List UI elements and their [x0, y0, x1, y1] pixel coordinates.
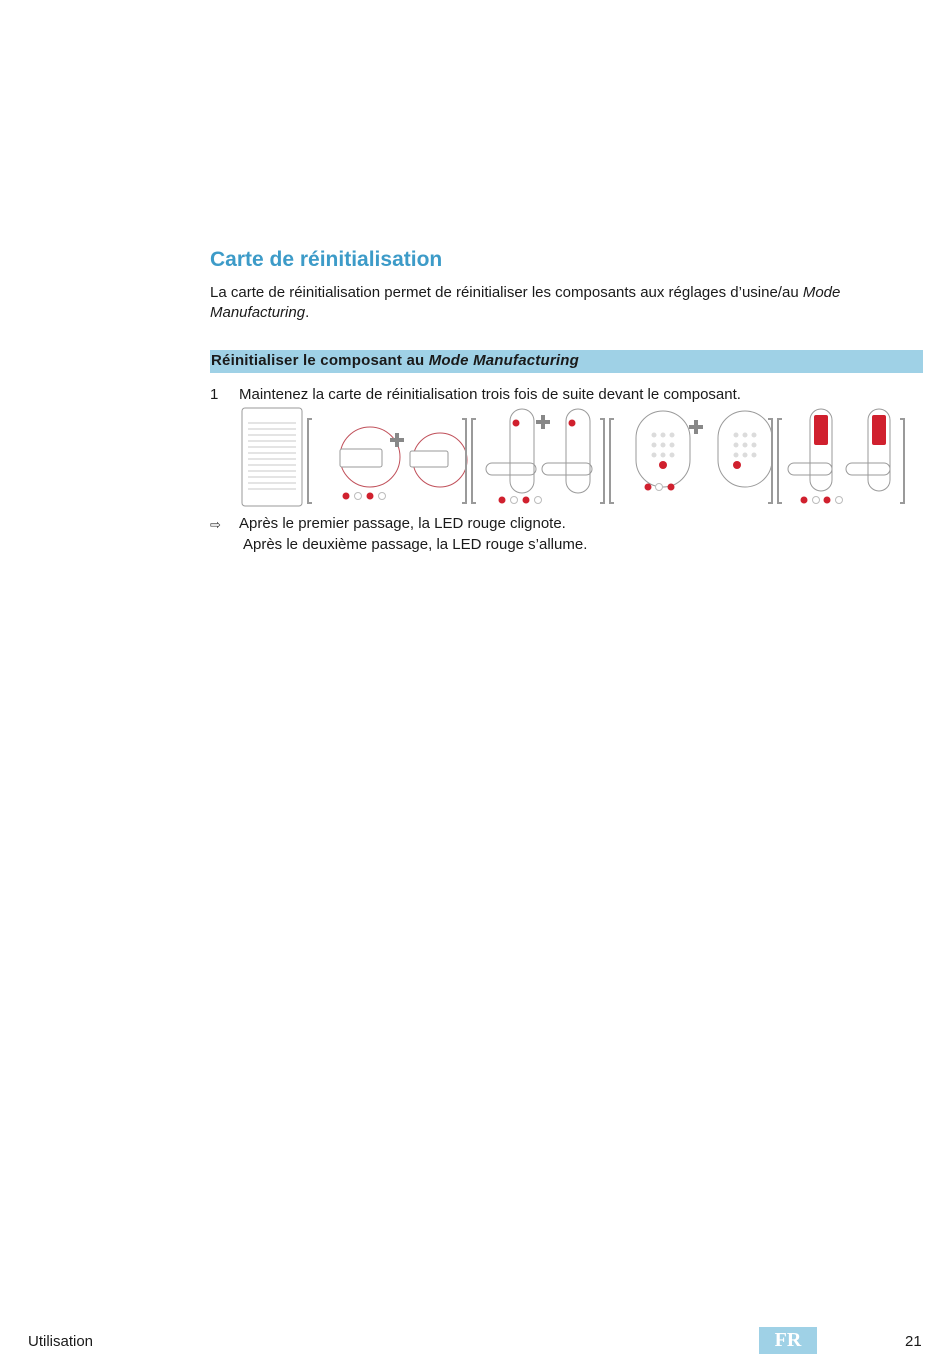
section-title: Carte de réinitialisation	[210, 248, 443, 271]
result-arrow-icon: ⇨	[210, 517, 221, 532]
intro-text: La carte de réinitialisation permet de réinitialiser les composants aux réglages d’usine/au	[210, 284, 803, 301]
step-number: 1	[210, 386, 219, 403]
keypad-icon	[636, 411, 690, 487]
reset-card-illustration	[240, 405, 908, 510]
procedure-heading	[211, 351, 579, 371]
result-line-1: Après le premier passage, la LED rouge clignote.	[239, 515, 566, 532]
step-text: Maintenez la carte de réinitialisation trois fois de suite devant le composant.	[239, 386, 741, 403]
led-off-icon	[355, 493, 362, 500]
procedure-heading-italic: Mode Manufacturing	[428, 352, 579, 369]
footer-chapter: Utilisation	[28, 1333, 94, 1350]
intro-paragraph	[210, 283, 870, 323]
bracket-icon	[308, 419, 312, 503]
result-line-2: Après le deuxième passage, la LED rouge s’allume.	[243, 536, 588, 553]
procedure-heading-prefix: Réinitialiser le composant au	[211, 352, 429, 369]
language-badge: FR	[759, 1327, 817, 1354]
intro-italic-manufacturing: Manufacturing	[210, 304, 306, 321]
intro-italic-mode: Mode	[802, 284, 841, 301]
led-red-icon	[343, 493, 350, 500]
intro-end: .	[305, 304, 310, 321]
page-number: 21	[905, 1333, 922, 1350]
